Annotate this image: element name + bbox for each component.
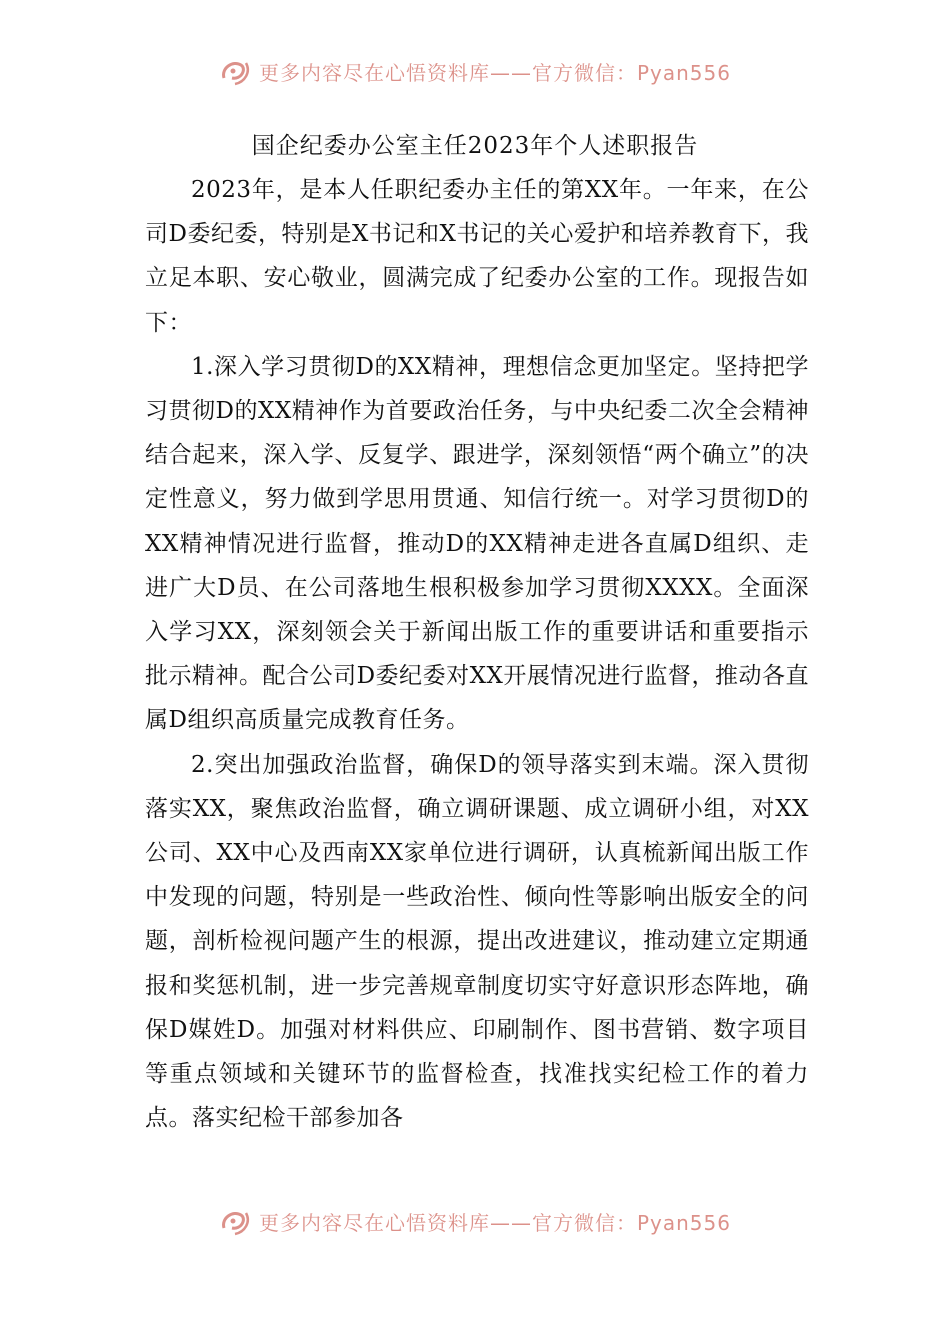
- watermark-text: 更多内容尽在心悟资料库——官方微信：Pyan556: [258, 1210, 731, 1235]
- brand-logo-icon: [219, 1206, 253, 1236]
- watermark-top: [0, 54, 950, 88]
- watermark-text: 更多内容尽在心悟资料库——官方微信：Pyan556: [258, 60, 731, 85]
- watermark-bottom: [0, 1204, 950, 1238]
- brand-logo-icon: [219, 56, 253, 86]
- document-body: [145, 168, 809, 1140]
- paragraph-section-2: 2.突出加强政治监督，确保D的领导落实到末端。深入贯彻落实XX，聚焦政治监督，确立调研课题、成立调研小组，对XX公司、XX中心及西南XX家单位进行调研，认真梳新闻出版工作中发现的问题，特别是一些政治性、倾向性等影响出版安全的问题，剖析检视问题产生的根源，提出改进建议，推动建立定期通报和奖惩机制，进一步完善规章制度切实守好意识形态阵地，确保D媒姓D。加强对材料供应、印刷制作、图书营销、数字项目等重点领域和关键环节的监督检查，找准找实纪检工作的着力点。落实纪检干部参加各: [145, 751, 809, 1132]
- document-title: 国企纪委办公室主任2023年个人述职报告: [251, 133, 699, 159]
- paragraph-section-1: 1.深入学习贯彻D的XX精神，理想信念更加坚定。坚持把学习贯彻D的XX精神作为首要政治任务，与中央纪委二次全会精神结合起来，深入学、反复学、跟进学，深刻领悟“两个确立”的决定性意义，努力做到学思用贯通、知信行统一。对学习贯彻D的XX精神情况进行监督，推动D的XX精神走进各直属D组织、走进广大D员、在公司落地生根积极参加学习贯彻XXXX。全面深入学习XX，深刻领会关于新闻出版工作的重要讲话和重要指示批示精神。配合公司D委纪委对XX开展情况进行监督，推动各直属D组织高质量完成教育任务。: [145, 353, 809, 734]
- paragraph-intro: 2023年，是本人任职纪委办主任的第XX年。一年来，在公司D委纪委，特别是X书记和X书记的关心爱护和培养教育下，我立足本职、安心敬业，圆满完成了纪委办公室的工作。现报告如下：: [145, 177, 809, 336]
